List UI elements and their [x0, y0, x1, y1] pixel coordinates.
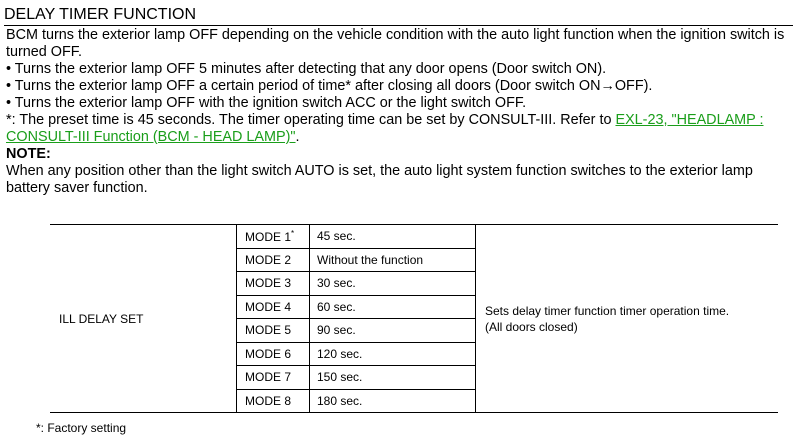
mode-cell: MODE 6 [237, 342, 310, 366]
description-line: Sets delay timer function timer operation time. [485, 303, 730, 318]
item-name-cell: ILL DELAY SET [50, 225, 237, 413]
preset-note [6, 112, 792, 146]
bullet-item: • Turns the exterior lamp OFF a certain period of time* after closing all doors (Door switch ON→OFF). [6, 78, 653, 94]
value-cell: 30 sec. [310, 272, 476, 296]
value-cell: 180 sec. [310, 389, 476, 413]
note-title: NOTE: [6, 146, 51, 162]
note-text: When any position other than the light switch AUTO is set, the auto light system function switches to the exterior lamp battery saver function. [6, 163, 753, 196]
mode-label: MODE 1 [245, 229, 292, 244]
table-row [50, 225, 778, 249]
bullet-item: • Turns the exterior lamp OFF with the ignition switch ACC or the light switch OFF. [6, 95, 527, 111]
value-cell: 45 sec. [310, 225, 476, 249]
intro-paragraph: BCM turns the exterior lamp OFF depending on the vehicle condition with the auto light function when the ignition switch is turned OFF. [6, 27, 785, 60]
mode-cell: MODE 3 [237, 272, 310, 296]
mode-cell: MODE 7 [237, 366, 310, 390]
bullet-item: • Turns the exterior lamp OFF 5 minutes after detecting that any door opens (Door switch ON). [6, 61, 607, 77]
mode-cell: MODE 2 [237, 248, 310, 272]
body-text [6, 27, 792, 197]
mode-cell: MODE 8 [237, 389, 310, 413]
footnote: *: Factory setting [36, 421, 127, 435]
value-cell: Without the function [310, 248, 476, 272]
description-cell [476, 225, 779, 413]
mode-cell: MODE 4 [237, 295, 310, 319]
value-cell: 150 sec. [310, 366, 476, 390]
mode-cell: MODE 5 [237, 319, 310, 343]
delay-settings-table [50, 224, 778, 413]
preset-note-end: . [295, 129, 300, 145]
consult-reference-link[interactable]: EXL-23, "HEADLAMP : CONSULT-III Function (BCM - HEAD LAMP)" [6, 112, 764, 145]
preset-note-text: *: The preset time is 45 seconds. The timer operating time can be set by CONSULT-III. Refer to [6, 112, 616, 128]
section-title: DELAY TIMER FUNCTION [4, 6, 793, 26]
value-cell: 90 sec. [310, 319, 476, 343]
mode-cell [237, 225, 310, 249]
factory-mark: * [291, 228, 295, 238]
description-line: (All doors closed) [485, 319, 578, 334]
value-cell: 60 sec. [310, 295, 476, 319]
value-cell: 120 sec. [310, 342, 476, 366]
